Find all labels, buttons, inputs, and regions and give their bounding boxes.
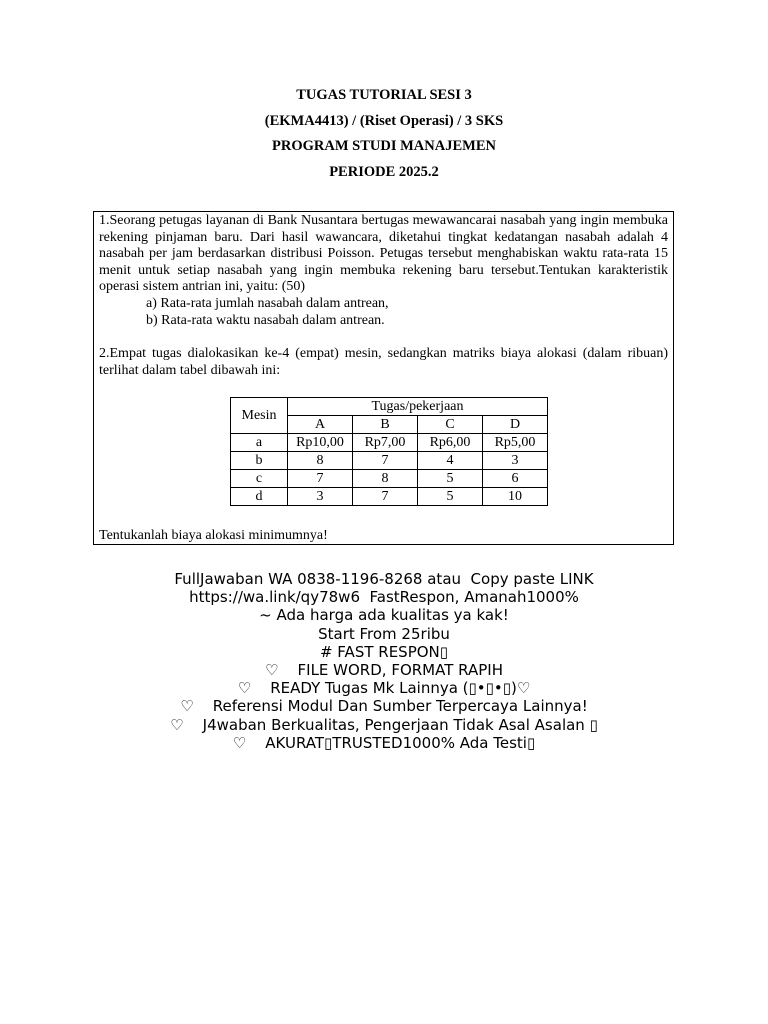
header-program: PROGRAM STUDI MANAJEMEN: [272, 138, 496, 154]
row-label: d: [231, 488, 288, 506]
table-cell: 4: [418, 452, 483, 470]
row-label: b: [231, 452, 288, 470]
question-2-closing: Tentukanlah biaya alokasi minimumnya!: [99, 528, 328, 543]
question-1-text: 1.Seorang petugas layanan di Bank Nusantara bertugas mewawancarai nasabah yang ingin membuka rekening pinjaman baru. Dari hasil wawancara, diketahui tingkat kedatangan nasabah adalah 4 nasabah per jam berdasarkan distribusi Poisson. Petugas tersebut menghabiskan waktu rata-rata 15 menit untuk setiap nasabah yang ingin membuka rekening baru tersebut.Tentukan karakteristik operasi sistem antrian ini, yaitu: (50): [99, 213, 668, 295]
table-group-header: Tugas/pekerjaan: [288, 398, 548, 416]
table-cell: Rp7,00: [353, 434, 418, 452]
table-cell: 8: [353, 470, 418, 488]
question-box: [93, 211, 674, 545]
assignment-header: [0, 84, 768, 186]
table-cell: Rp5,00: [483, 434, 548, 452]
promo-line: ~ Ada harga ada kualitas ya kak!: [259, 606, 509, 625]
table-cell: 10: [483, 488, 548, 506]
table-cell: 6: [483, 470, 548, 488]
promo-line: # FAST RESPON▯: [319, 642, 449, 661]
table-cell: 7: [353, 452, 418, 470]
cost-matrix-table: [230, 397, 548, 506]
question-1-item-b: b) Rata-rata waktu nasabah dalam antrean.: [146, 312, 385, 328]
header-course: (EKMA4413) / (Riset Operasi) / 3 SKS: [264, 112, 504, 129]
table-cell: Rp10,00: [288, 434, 353, 452]
promo-line: https://wa.link/qy78w6 FastRespon, Amanah1000%: [189, 588, 579, 607]
column-header: B: [353, 416, 418, 434]
question-2-text: 2.Empat tugas dialokasikan ke-4 (empat) mesin, sedangkan matriks biaya alokasi (dalam ribuan) terlihat dalam tabel dibawah ini:: [99, 346, 668, 378]
promo-block: [0, 570, 768, 752]
header-title: TUGAS TUTORIAL SESI 3: [296, 87, 472, 103]
table-cell: Rp6,00: [418, 434, 483, 452]
table-row: [231, 488, 548, 506]
row-label: c: [231, 470, 288, 488]
table-row: [231, 452, 548, 470]
table-cell: 3: [288, 488, 353, 506]
table-row-header: Mesin: [231, 398, 288, 434]
promo-line: ♡ READY Tugas Mk Lainnya (▯•▯•▯)♡: [237, 679, 531, 698]
row-label: a: [231, 434, 288, 452]
column-header: C: [418, 416, 483, 434]
header-period: PERIODE 2025.2: [329, 163, 439, 180]
promo-line: ♡ J4waban Berkualitas, Pengerjaan Tidak Asal Asalan ▯: [170, 715, 598, 734]
table-cell: 8: [288, 452, 353, 470]
table-row: [231, 434, 548, 452]
promo-line: ♡ Referensi Modul Dan Sumber Terpercaya Lainnya!: [180, 697, 588, 716]
promo-line: FullJawaban WA 0838-1196-8268 atau Copy paste LINK: [174, 570, 594, 588]
table-cell: 7: [353, 488, 418, 506]
column-header: D: [483, 416, 548, 434]
table-row: [231, 470, 548, 488]
table-cell: 5: [418, 488, 483, 506]
table-cell: 7: [288, 470, 353, 488]
promo-line: ♡ FILE WORD, FORMAT RAPIH: [265, 660, 503, 679]
column-header: A: [288, 416, 353, 434]
promo-line: Start From 25ribu: [318, 624, 450, 643]
table-cell: 3: [483, 452, 548, 470]
promo-line: ♡ AKURAT▯TRUSTED1000% Ada Testi▯: [232, 733, 536, 752]
table-cell: 5: [418, 470, 483, 488]
question-1-item-a: a) Rata-rata jumlah nasabah dalam antrean,: [146, 295, 389, 311]
